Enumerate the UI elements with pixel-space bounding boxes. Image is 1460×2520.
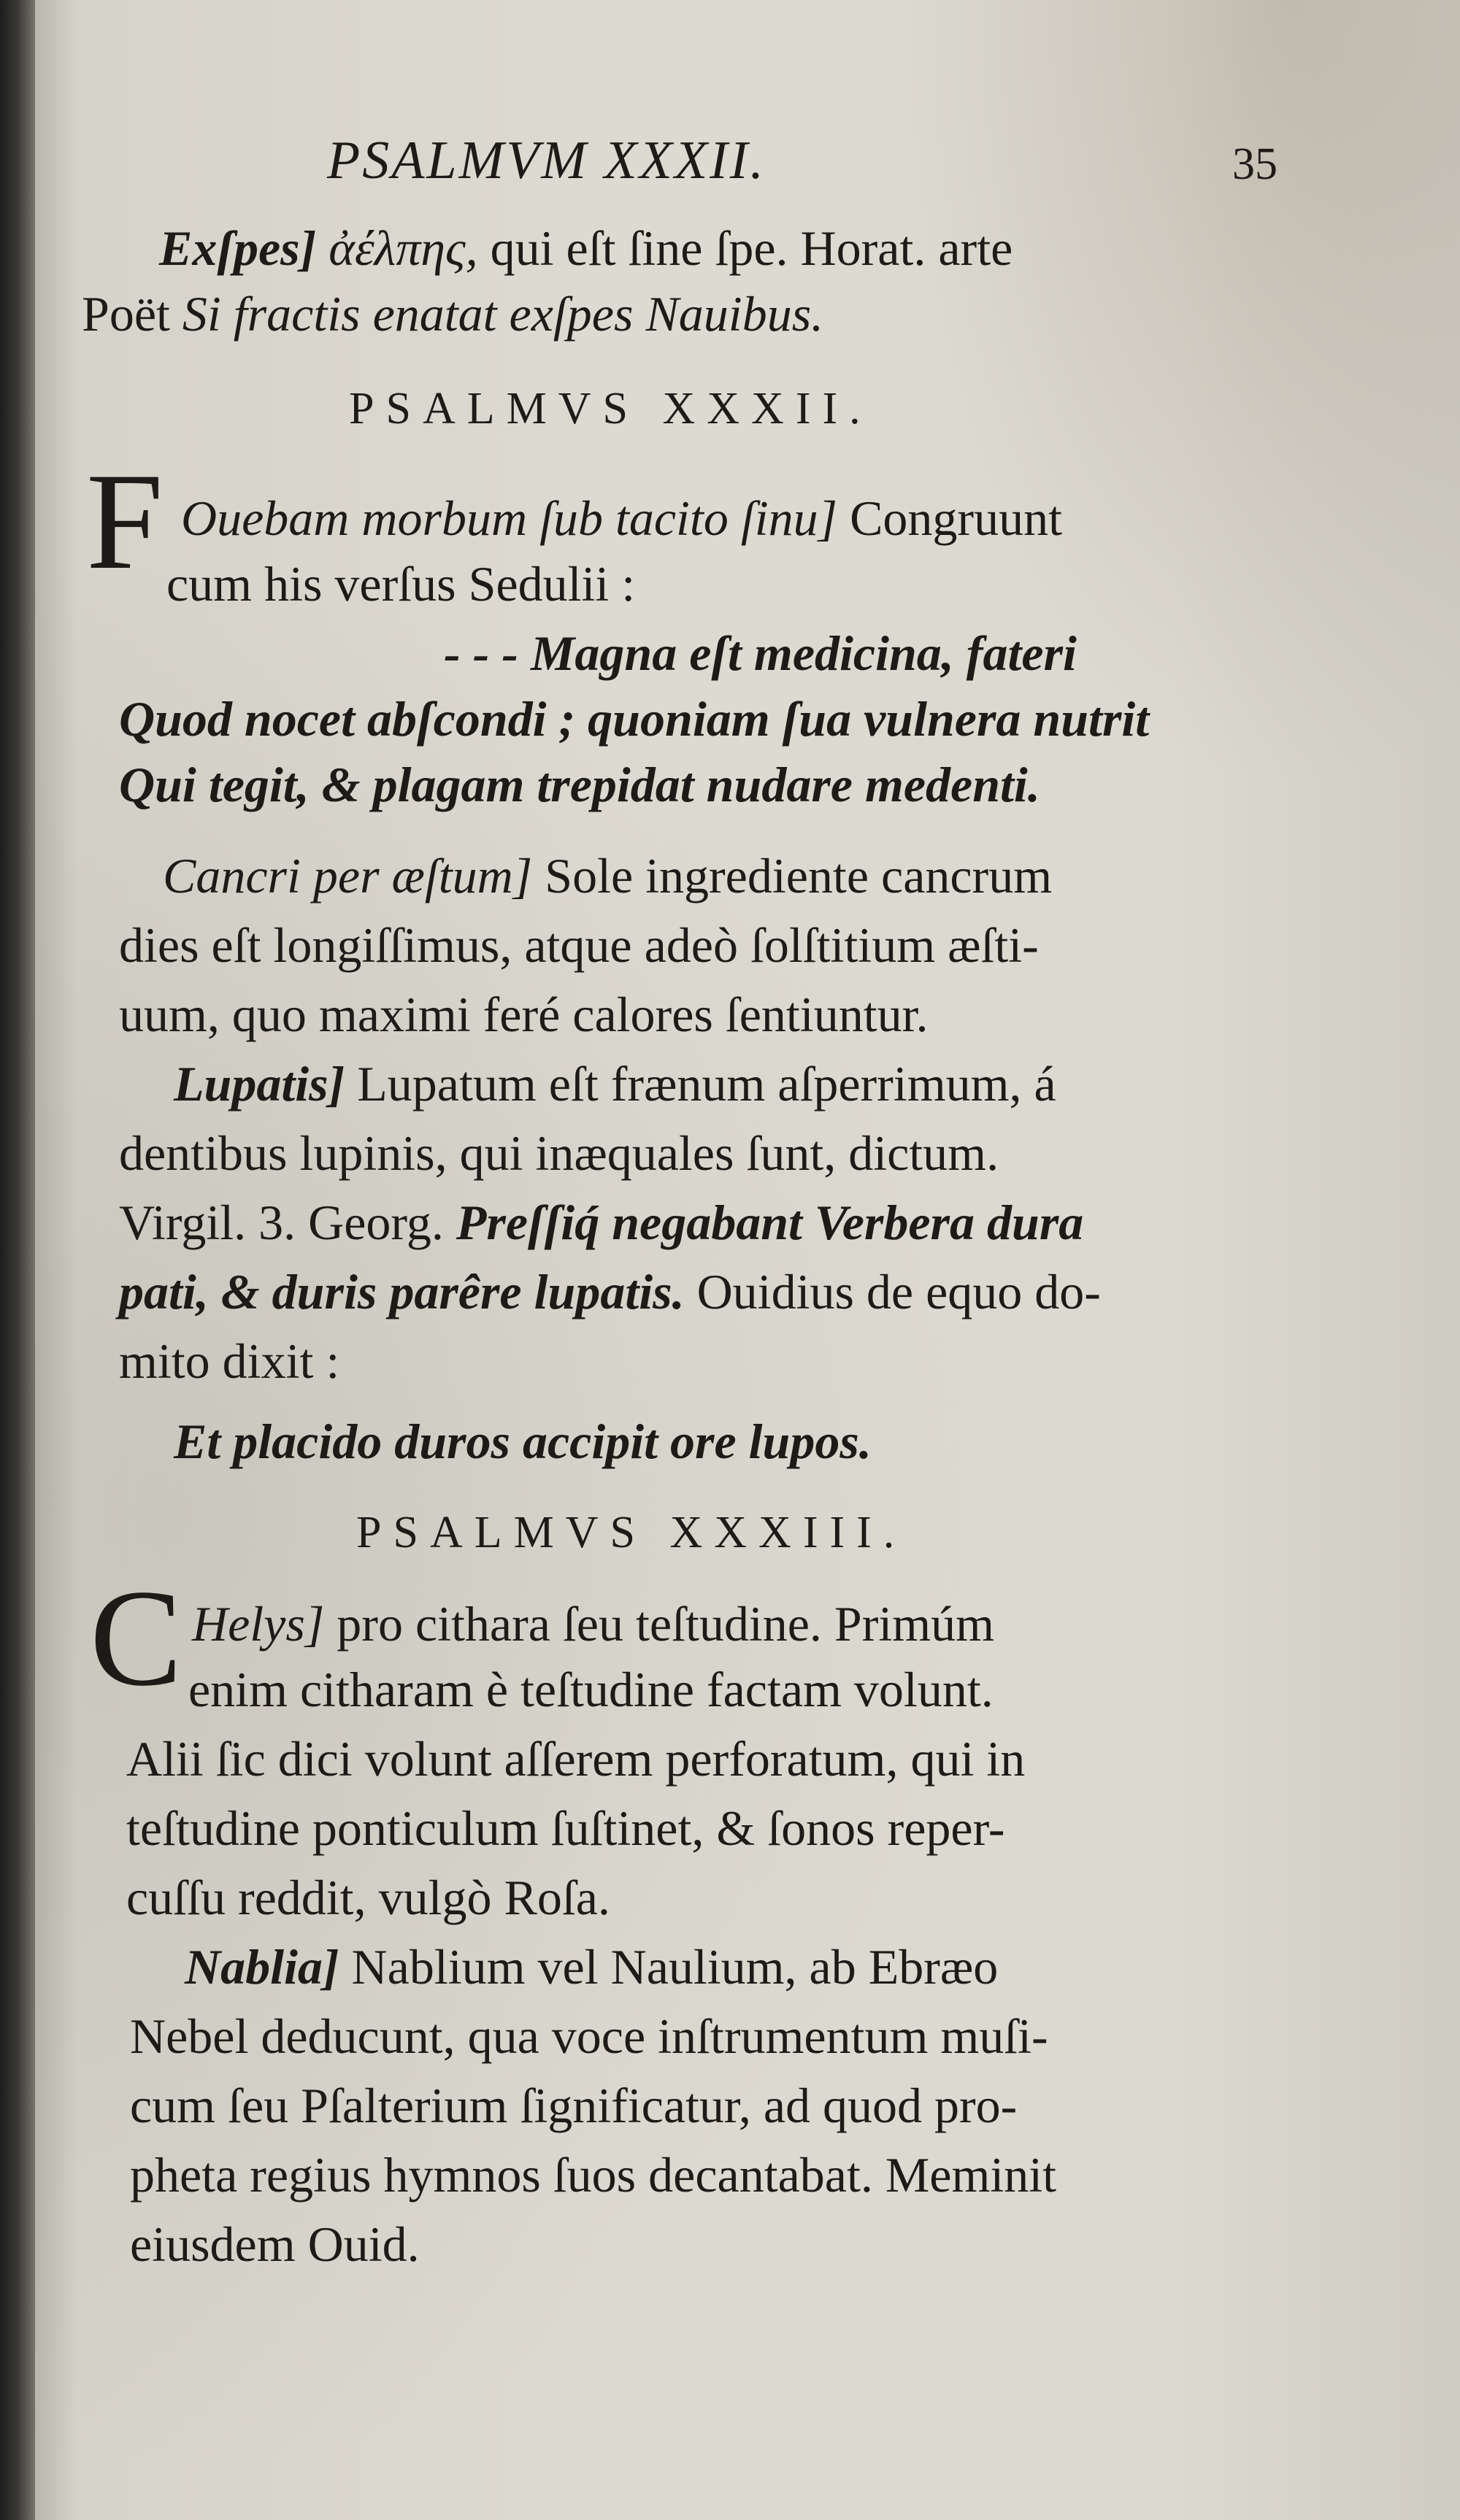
text-line: uum, quo maximi feré calores ſentiuntur. xyxy=(119,987,929,1042)
drop-initial: F xyxy=(86,445,164,598)
book-page xyxy=(35,0,1460,2520)
text-line: Alii ſic dici volunt aſſerem perforatum, qui in xyxy=(126,1731,1026,1787)
section-heading-psalm-32: PSALMVS XXXII. xyxy=(349,384,872,434)
text-line: Virgil. 3. Georg. Preſſiq́ negabant Verbera dura xyxy=(119,1195,1084,1250)
text-line: cum ſeu Pſalterium ſignificatur, ad quod pro- xyxy=(130,2078,1018,2133)
verse-line: Quod nocet abſcondi ; quoniam ſua vulnera nutrit xyxy=(119,691,1150,747)
drop-initial: C xyxy=(90,1562,182,1715)
lemma: Helys] xyxy=(192,1596,325,1652)
text-line: mito dixit : xyxy=(119,1333,340,1389)
text-line: Nablia] Nablium vel Naulium, ab Ebræo xyxy=(185,1939,999,1995)
text-line: Lupatis] Lupatum eſt frænum aſperrimum, á xyxy=(174,1056,1056,1111)
lemma: Exſpes] xyxy=(159,220,317,276)
lemma: Cancri per æſtum] xyxy=(163,848,533,903)
text-line: Nebel deducunt, qua voce inſtrumentum muſi- xyxy=(130,2008,1048,2064)
carryover-line-1 xyxy=(159,219,1013,277)
quote: Preſſiq́ negabant Verbera dura xyxy=(456,1195,1084,1250)
text-line: Helys] pro cithara ſeu teſtudine. Primúm xyxy=(192,1596,995,1652)
book-binding-edge xyxy=(0,0,35,2520)
section-heading-psalm-33: PSALMVS XXXIII. xyxy=(356,1508,907,1557)
text-line: eiusdem Ouid. xyxy=(130,2216,420,2272)
verse-line: Qui tegit, & plagam trepidat nudare medenti. xyxy=(119,757,1040,812)
lemma: Nablia] xyxy=(185,1939,339,1995)
page-number: 35 xyxy=(1232,139,1278,189)
quote: pati, & duris parêre lupatis. xyxy=(119,1264,685,1319)
running-head-title: PSALMVM XXXII. xyxy=(327,131,766,190)
verse-line: - - - Magna eſt medicina, fateri xyxy=(444,625,1077,681)
text-line: pati, & duris parêre lupatis. Ouidius de equo do- xyxy=(119,1264,1101,1319)
text-line: Cancri per æſtum] Sole ingrediente cancrum xyxy=(163,848,1053,903)
text-line: Ouebam morbum ſub tacito ſinu] Congruunt xyxy=(181,490,1062,546)
text-line: pheta regius hymnos ſuos decantabat. Meminit xyxy=(130,2147,1057,2203)
text-line: dies eſt longiſſimus, atque adeò ſolſtitium æſti- xyxy=(119,917,1039,973)
text-line: dentibus lupinis, qui inæquales ſunt, dictum. xyxy=(119,1125,999,1181)
text-line: cuſſu reddit, vulgò Roſa. xyxy=(126,1870,610,1925)
lemma: Ouebam morbum ſub tacito ſinu] xyxy=(181,490,838,546)
greek-word: ἀέλπης, xyxy=(328,220,478,276)
verse-line: Et placido duros accipit ore lupos. xyxy=(174,1414,872,1469)
text-line: enim citharam è teſtudine factam volunt. xyxy=(188,1662,994,1717)
lemma: Lupatis] xyxy=(174,1056,345,1111)
text-line: cum his verſus Sedulii : xyxy=(166,556,636,612)
quote: Si fractis enatat exſpes Nauibus. xyxy=(182,286,824,342)
text-line: teſtudine ponticulum ſuſtinet, & ſonos reper- xyxy=(126,1800,1005,1856)
carryover-line-2: Poët Si fractis enatat exſpes Nauibus. xyxy=(82,286,824,342)
text: qui eſt ſine ſpe. Horat. arte xyxy=(490,220,1013,276)
